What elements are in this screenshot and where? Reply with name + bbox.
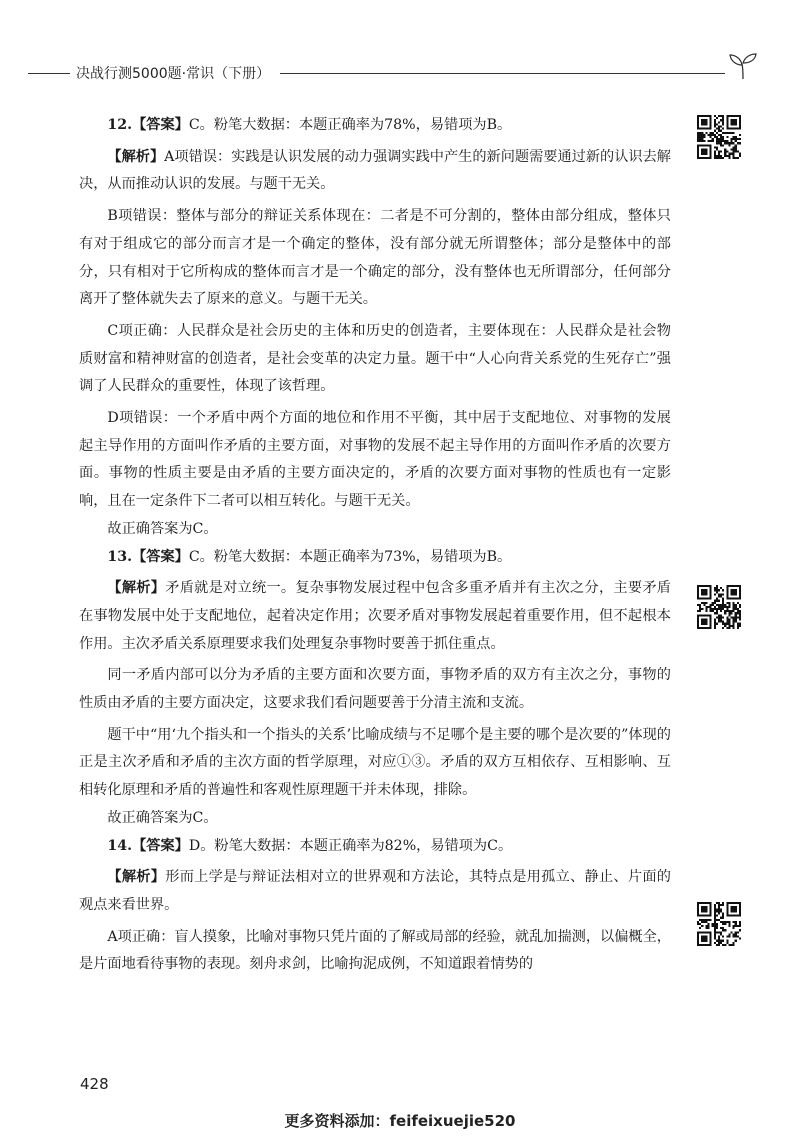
analysis-label: 【解析】 (107, 869, 166, 886)
q14-answer: 14.【答案】D。粉笔大数据：本题正确率为82%，易错项为C。 (107, 837, 513, 854)
q12-option-c: C项正确：人民群众是社会历史的主体和历史的创造者，主要体现在：人民群众是社会物质财富和精神财富的创造者，是社会变革的决定力量。题干中“人心向背关系党的生死存亡”强调了人民群众的重要性，体现了该哲理。 (79, 322, 671, 395)
qr-code-icon[interactable] (697, 115, 741, 159)
qr-code-icon[interactable] (697, 902, 741, 946)
analysis-label: 【解析】 (107, 148, 165, 165)
q12-conclusion: 故正确答案为C。 (107, 520, 218, 537)
q13-answer: 13.【答案】C。粉笔大数据：本题正确率为73%，易错项为B。 (107, 548, 512, 565)
q14-analysis: 【解析】形而上学是与辩证法相对立的世界观和方法论，其特点是用孤立、静止、片面的观点来看世界。 (79, 869, 671, 913)
page-number: 428 (80, 1075, 109, 1093)
header-title: 决战行测5000题·常识（下册） (76, 66, 271, 82)
header-rule-right (280, 73, 725, 74)
q13-analysis: 【解析】矛盾就是对立统一。复杂事物发展过程中包含多重矛盾并有主次之分，主要矛盾在事物发展中处于支配地位，起着决定作用；次要矛盾对事物发展起着重要作用，但不起根本作用。主次矛盾关系原理要求我们处理复杂事物时要善于抓住重点。 (79, 580, 671, 652)
answer-label: 13.【答案】 (107, 548, 189, 565)
answer-label: 14.【答案】 (107, 837, 189, 854)
running-header (0, 60, 800, 90)
analysis-label: 【解析】 (107, 580, 166, 597)
header-rule-left (28, 73, 70, 74)
q12-option-d: D项错误：一个矛盾中两个方面的地位和作用不平衡，其中居于支配地位、对事物的发展起主导作用的方面叫作矛盾的主要方面，对事物的发展不起主导作用的方面叫作矛盾的次要方面。事物的性质主要是由矛盾的主要方面决定的，矛盾的次要方面对事物的性质也有一定影响，且在一定条件下二者可以相互转化。与题干无关。 (79, 410, 671, 510)
answer-explanations (79, 112, 671, 979)
q13-paragraph-3: 题干中“用‘九个指头和一个指头的关系’比喻成绩与不足哪个是主要的哪个是次要的”体现的正是主次矛盾和矛盾的主次方面的哲学原理，对应①③。矛盾的双方互相依存、互相影响、互相转化原理和矛盾的普遍性和客观性原理题干并未体现，排除。 (79, 726, 671, 799)
sprout-icon (728, 52, 758, 80)
q12-analysis: 【解析】A项错误：实践是认识发展的动力强调实践中产生的新问题需要通过新的认识去解决，从而推动认识的发展。与题干无关。 (79, 148, 671, 193)
q13-paragraph-2: 同一矛盾内部可以分为矛盾的主要方面和次要方面，事物矛盾的双方有主次之分，事物的性质由矛盾的主要方面决定，这要求我们看问题要善于分清主流和支流。 (79, 667, 671, 712)
q12-option-b: B项错误：整体与部分的辩证关系体现在：二者是不可分割的，整体由部分组成，整体只有对于组成它的部分而言才是一个确定的整体，没有部分就无所谓整体；部分是整体中的部分，只有相对于它所构成的整体而言才是一个确定的部分，没有整体也无所谓部分，任何部分离开了整体就失去了原来的意义。与题干无关。 (79, 208, 671, 308)
q12-answer: 12.【答案】C。粉笔大数据：本题正确率为78%，易错项为B。 (107, 117, 512, 133)
q13-conclusion: 故正确答案为C。 (107, 809, 218, 826)
answer-label: 12.【答案】 (107, 117, 189, 133)
q14-option-a: A项正确：盲人摸象，比喻对事物只凭片面的了解或局部的经验，就乱加揣测，以偏概全，是片面地看待事物的表现。刻舟求剑，比喻拘泥成例，不知道跟着情势的 (79, 928, 671, 973)
qr-code-icon[interactable] (697, 585, 741, 629)
footer-note: 更多资料添加：feifeixuejie520 (284, 1112, 516, 1130)
